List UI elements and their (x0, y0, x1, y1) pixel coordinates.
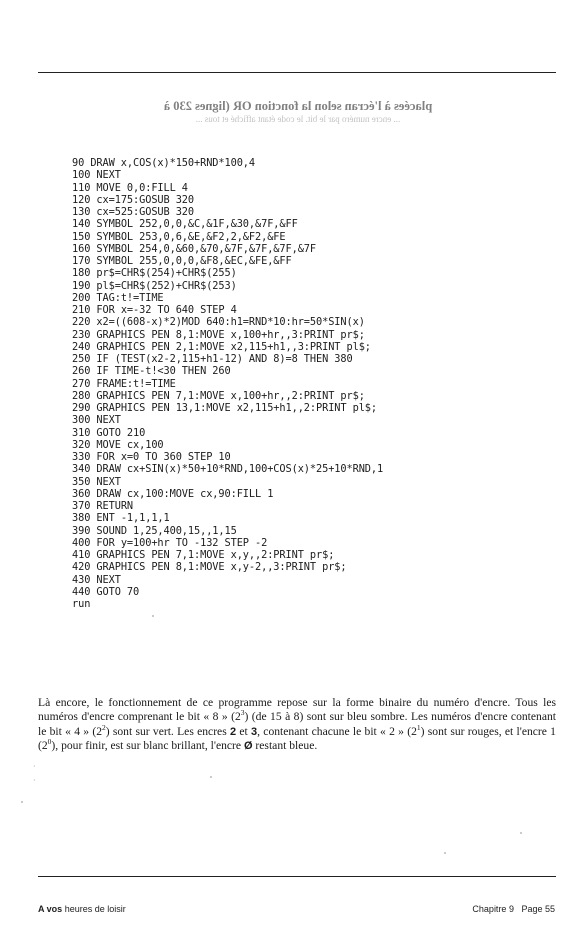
code-line (72, 353, 552, 365)
line-number: 350 (72, 475, 91, 488)
code-line (72, 427, 552, 439)
code-line (72, 512, 552, 524)
line-number: 120 (72, 193, 91, 206)
para-exponent: 0 (47, 737, 52, 747)
code-line (72, 500, 552, 512)
line-number: 330 (72, 451, 91, 463)
ink-number: 2 (229, 725, 237, 738)
code-line (72, 280, 552, 292)
line-number: 440 (72, 585, 91, 598)
footer-book-rest: heures de loisir (62, 904, 126, 914)
code-line (72, 549, 552, 561)
bleed-through-text (18, 99, 578, 129)
footer-book-title (38, 904, 126, 914)
line-code: MOVE cx,100 (96, 438, 164, 451)
line-code: SYMBOL 254,0,&60,&70,&7F,&7F,&7F,&7F (96, 242, 316, 255)
code-line (72, 365, 552, 377)
line-number: 280 (72, 389, 91, 402)
code-line (72, 194, 552, 206)
para-exponent: 3 (240, 708, 245, 718)
line-code: GRAPHICS PEN 7,1:MOVE x,100+hr,,2:PRINT pr$; (96, 389, 365, 402)
line-number: 410 (72, 549, 91, 561)
code-line (72, 304, 552, 316)
code-line (72, 537, 552, 549)
footer-page-number: Page 55 (521, 904, 555, 914)
line-number: 300 (72, 414, 91, 427)
code-line (72, 255, 552, 267)
explanation-paragraph (38, 696, 556, 753)
para-text: ) sont sur rouges, et l'encre 1 (2 (38, 724, 556, 752)
footer-chapter: Chapitre 9 (472, 904, 514, 914)
para-exponent: 1 (416, 722, 421, 732)
code-line (72, 390, 552, 402)
para-exponent: 2 (102, 722, 106, 732)
speck (210, 776, 212, 778)
code-line (72, 267, 552, 279)
line-number: 180 (72, 267, 91, 280)
line-number: 170 (72, 255, 91, 267)
line-code: IF (TEST(x2-2,115+h1-12) AND 8)=8 THEN 380 (96, 353, 353, 365)
para-text: et (236, 724, 252, 738)
code-line (72, 476, 552, 488)
line-code: SYMBOL 253,0,6,&E,&F2,2,&F2,&FE (96, 230, 286, 243)
line-code: GRAPHICS PEN 8,1:MOVE x,y-2,,3:PRINT pr$; (96, 561, 347, 574)
code-line (72, 182, 552, 194)
line-code: NEXT (96, 169, 121, 182)
line-code: GRAPHICS PEN 13,1:MOVE x2,115+h1,,2:PRINT pl$; (96, 402, 377, 414)
line-number: 230 (72, 328, 91, 341)
line-number: 380 (72, 512, 91, 525)
line-number: 340 (72, 463, 91, 476)
line-code: GOTO 70 (96, 585, 140, 598)
line-number: 420 (72, 561, 91, 574)
para-text: restant bleue. (252, 738, 318, 752)
line-code: FRAME:t!=TIME (96, 377, 176, 390)
code-line (72, 488, 552, 500)
bleed-through-main: placées à l'écran selon la fonction OR (lignes 230 à (163, 99, 433, 113)
line-number: 270 (72, 377, 91, 390)
code-line (72, 561, 552, 573)
line-code: FOR x=0 TO 360 STEP 10 (96, 451, 231, 463)
code-line (72, 378, 552, 390)
line-number: 210 (72, 304, 91, 316)
line-number: 390 (72, 524, 91, 537)
code-line (72, 218, 552, 230)
code-line (72, 157, 552, 169)
line-code: SYMBOL 252,0,0,&C,&1F,&30,&7F,&FF (96, 218, 298, 231)
code-line (72, 414, 552, 426)
basic-listing (72, 157, 552, 610)
line-number: 100 (72, 169, 91, 182)
line-code: IF TIME-t!<30 THEN 260 (96, 365, 231, 378)
line-code: RETURN (96, 500, 134, 512)
code-line (72, 231, 552, 243)
line-code: TAG:t!=TIME (96, 291, 164, 304)
line-code: SYMBOL 255,0,0,0,&F8,&EC,&FE,&FF (96, 255, 292, 267)
line-code: NEXT (96, 414, 121, 427)
code-line (72, 586, 552, 598)
line-number: 160 (72, 242, 91, 255)
line-number: 290 (72, 402, 91, 414)
line-number: 370 (72, 500, 91, 512)
line-code: FOR y=100+hr TO -132 STEP -2 (96, 536, 268, 549)
speck (21, 801, 23, 803)
line-number: 90 (72, 157, 85, 169)
line-code: GOTO 210 (96, 426, 146, 439)
code-line (72, 316, 552, 328)
para-text: ), pour finir, est sur blanc brillant, l'encre (51, 738, 244, 752)
code-line (72, 525, 552, 537)
line-code: DRAW cx+SIN(x)*50+10*RND,100+COS(x)*25+10*RND,1 (96, 463, 384, 476)
line-code: NEXT (96, 475, 121, 488)
code-line (72, 243, 552, 255)
para-text: , contenant chacune le bit « 2 » (2 (257, 724, 417, 738)
ink-number: Ø (243, 739, 253, 752)
run-command: run (72, 598, 91, 610)
line-number: 150 (72, 230, 91, 243)
line-code: x2=((608-x)*2)MOD 640:h1=RND*10:hr=50*SIN(x) (96, 316, 365, 329)
code-line (72, 439, 552, 451)
line-number: 200 (72, 291, 91, 304)
footer-book-bold: A vos (38, 904, 63, 914)
ink-number: 3 (251, 725, 258, 738)
line-number: 260 (72, 365, 91, 378)
line-code: GRAPHICS PEN 2,1:MOVE x2,115+h1,,3:PRINT pl$; (96, 340, 371, 353)
line-code: GRAPHICS PEN 7,1:MOVE x,y,,2:PRINT pr$; (96, 549, 335, 561)
line-code: FOR x=-32 TO 640 STEP 4 (96, 304, 237, 316)
line-number: 360 (72, 487, 91, 500)
code-line (72, 329, 552, 341)
line-number: 190 (72, 279, 91, 292)
code-line (72, 341, 552, 353)
top-rule (38, 72, 556, 73)
line-code: pl$=CHR$(252)+CHR$(253) (96, 279, 237, 292)
line-number: 110 (72, 181, 91, 194)
code-line (72, 463, 552, 475)
line-number: 250 (72, 353, 91, 365)
line-number: 320 (72, 438, 91, 451)
code-line (72, 451, 552, 463)
code-line (72, 169, 552, 181)
line-code: GRAPHICS PEN 8,1:MOVE x,100+hr,,3:PRINT pr$; (96, 328, 365, 341)
para-text: ) sont sur vert. Les encres (105, 724, 230, 738)
line-number: 140 (72, 218, 91, 231)
code-line (72, 206, 552, 218)
speck (444, 852, 446, 854)
line-code: cx=525:GOSUB 320 (96, 206, 195, 218)
code-line (72, 402, 552, 414)
footer-page-info (472, 904, 555, 914)
para-text: Là encore, le fonctionnement de ce programme repose sur la forme binaire du numéro d'encre. Tous les numéros d'encre comprenant le bit « 8 » (2 (38, 696, 556, 724)
line-number: 310 (72, 426, 91, 439)
line-code: pr$=CHR$(254)+CHR$(255) (96, 267, 237, 280)
line-number: 430 (72, 573, 91, 586)
bleed-through-sub: ... encre numéro par le bit. le code étant affiché et tous ... (195, 114, 401, 124)
line-number: 220 (72, 316, 91, 329)
bottom-rule (38, 876, 556, 877)
line-code: cx=175:GOSUB 320 (96, 193, 195, 206)
speck (152, 615, 154, 617)
code-line (72, 292, 552, 304)
line-code: DRAW x,COS(x)*150+RND*100,4 (90, 157, 255, 169)
line-number: 130 (72, 206, 91, 218)
line-code: MOVE 0,0:FILL 4 (96, 181, 188, 194)
line-number: 400 (72, 536, 91, 549)
para-text: ) (de 15 à 8) sont sur bleu sombre. Les numéros d'encre contenant le bit « 4 » (2 (38, 710, 556, 738)
line-code: NEXT (96, 573, 121, 586)
line-number: 240 (72, 340, 91, 353)
code-line (72, 574, 552, 586)
line-code: ENT -1,1,1,1 (96, 512, 170, 525)
margin-marks: · · (33, 762, 36, 785)
speck (520, 832, 522, 834)
line-code: DRAW cx,100:MOVE cx,90:FILL 1 (96, 487, 274, 500)
line-code: SOUND 1,25,400,15,,1,15 (96, 524, 237, 537)
